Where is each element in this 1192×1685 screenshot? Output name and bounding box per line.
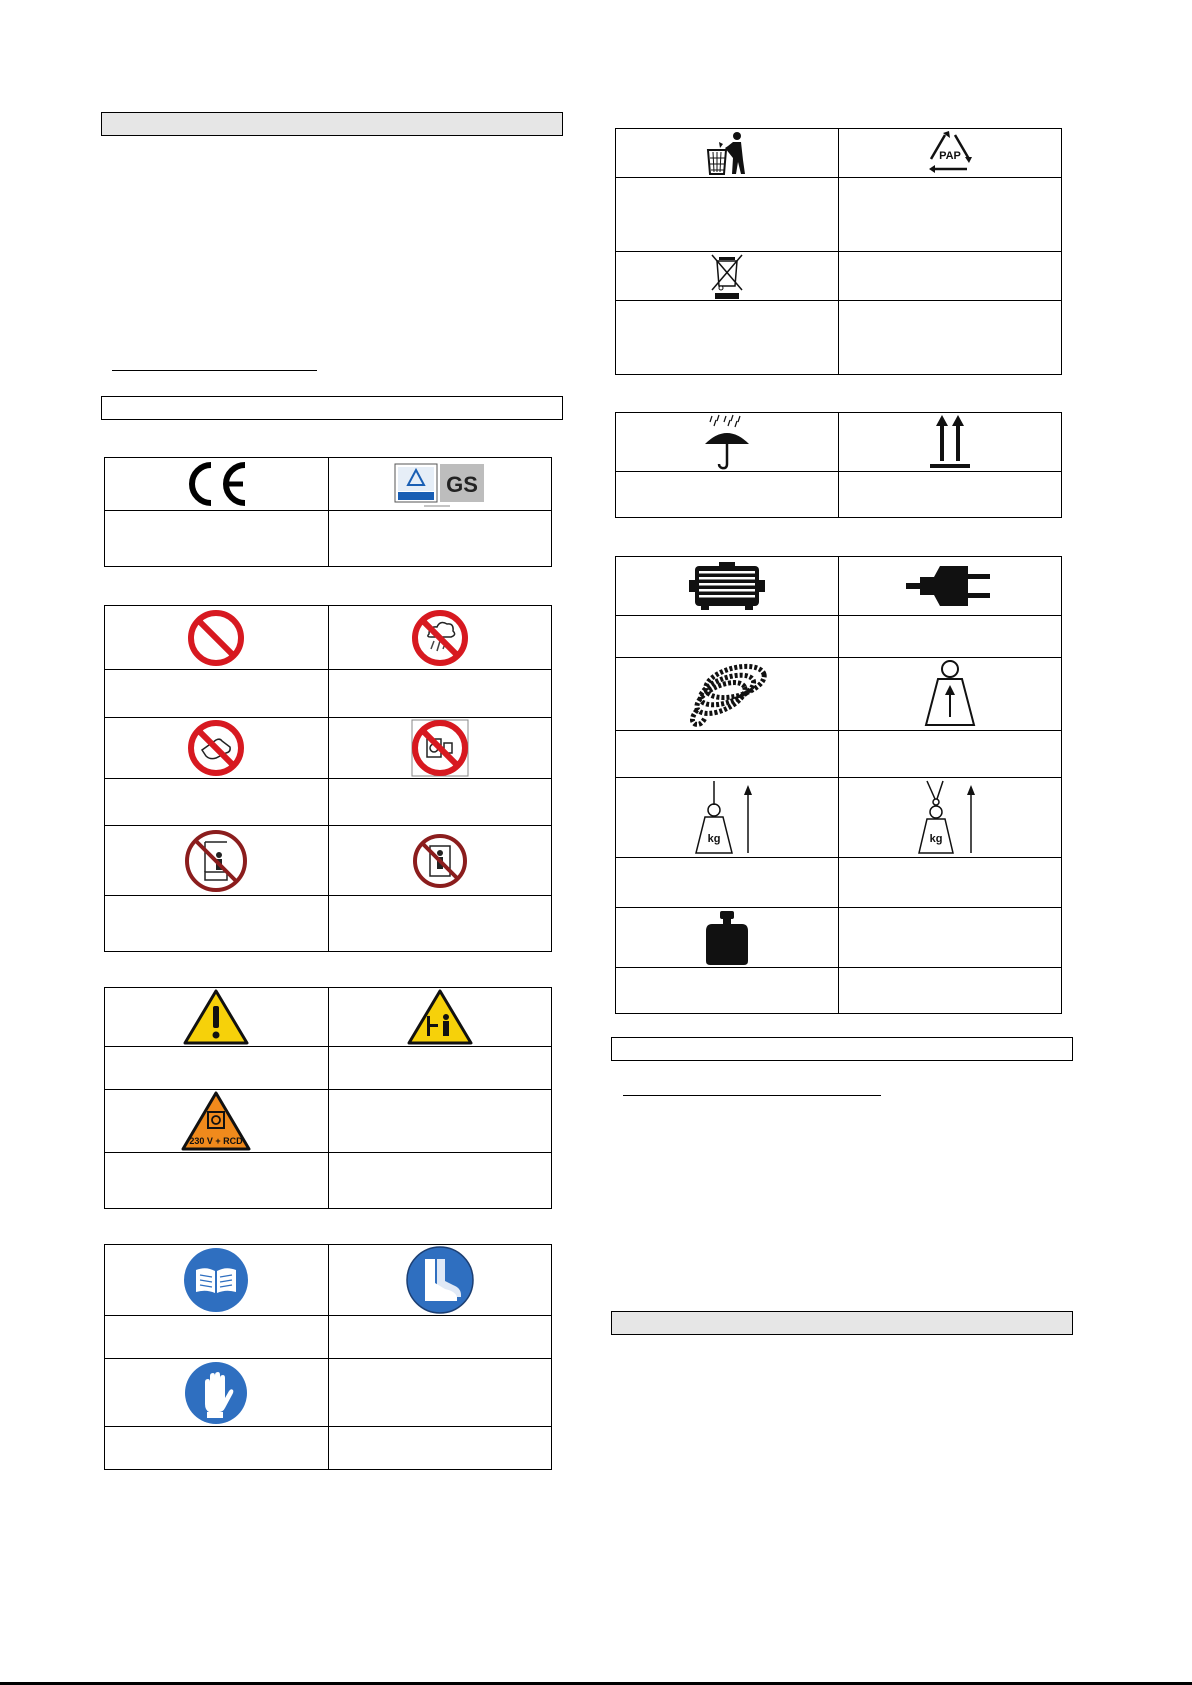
prohibition-sign-icon — [186, 608, 246, 668]
ce-mark-icon — [181, 459, 251, 509]
prohibition-table — [104, 605, 552, 952]
plug-icon — [904, 561, 996, 611]
kg-label-2: kg — [929, 832, 943, 845]
no-hand-icon — [186, 718, 246, 778]
section-heading-bar-3 — [611, 1037, 1073, 1061]
no-plug-icon — [410, 718, 470, 778]
underline-1 — [112, 370, 317, 371]
no-rain-icon — [410, 608, 470, 668]
crush-hazard-icon — [406, 988, 474, 1046]
motor-icon — [687, 561, 767, 611]
no-standing-under-load-icon — [183, 828, 249, 894]
this-way-up-icon — [928, 413, 972, 471]
keep-dry-icon — [702, 414, 752, 470]
section-heading-bar-1 — [101, 112, 563, 136]
disposal-table — [615, 128, 1062, 375]
rcd-230v-label: 230 V + RCD — [189, 1136, 243, 1146]
tuv-gs-mark-cell — [328, 458, 552, 511]
tuv-gs-mark-icon — [394, 461, 486, 507]
weight-icon — [704, 909, 750, 967]
waste-bin-icon — [705, 130, 749, 176]
section-heading-bar-2 — [101, 396, 563, 420]
load-hook-icon — [920, 659, 980, 729]
rope-icon — [683, 660, 771, 728]
kg-label-1: kg — [707, 832, 721, 845]
warning-table — [104, 987, 552, 1209]
safety-gloves-icon — [183, 1360, 249, 1426]
single-rope-load-icon — [692, 779, 762, 857]
certification-table — [104, 457, 552, 567]
weee-bin-icon — [709, 252, 745, 300]
section-heading-bar-4 — [611, 1311, 1073, 1335]
rcd-230v-icon — [180, 1090, 252, 1152]
read-manual-icon — [182, 1246, 250, 1314]
packaging-table — [615, 412, 1062, 518]
pap-recycle-icon — [923, 129, 977, 177]
double-rope-load-icon — [915, 779, 985, 857]
general-warning-icon — [182, 988, 250, 1046]
pap-label: PAP — [939, 150, 961, 162]
mandatory-table — [104, 1244, 552, 1470]
technical-table — [615, 556, 1062, 1014]
safety-boots-icon — [405, 1245, 475, 1315]
underline-2 — [623, 1095, 881, 1096]
svg-text:GS: GS — [445, 472, 478, 497]
no-person-in-lift-icon — [410, 831, 470, 891]
ce-mark-cell — [105, 458, 329, 511]
